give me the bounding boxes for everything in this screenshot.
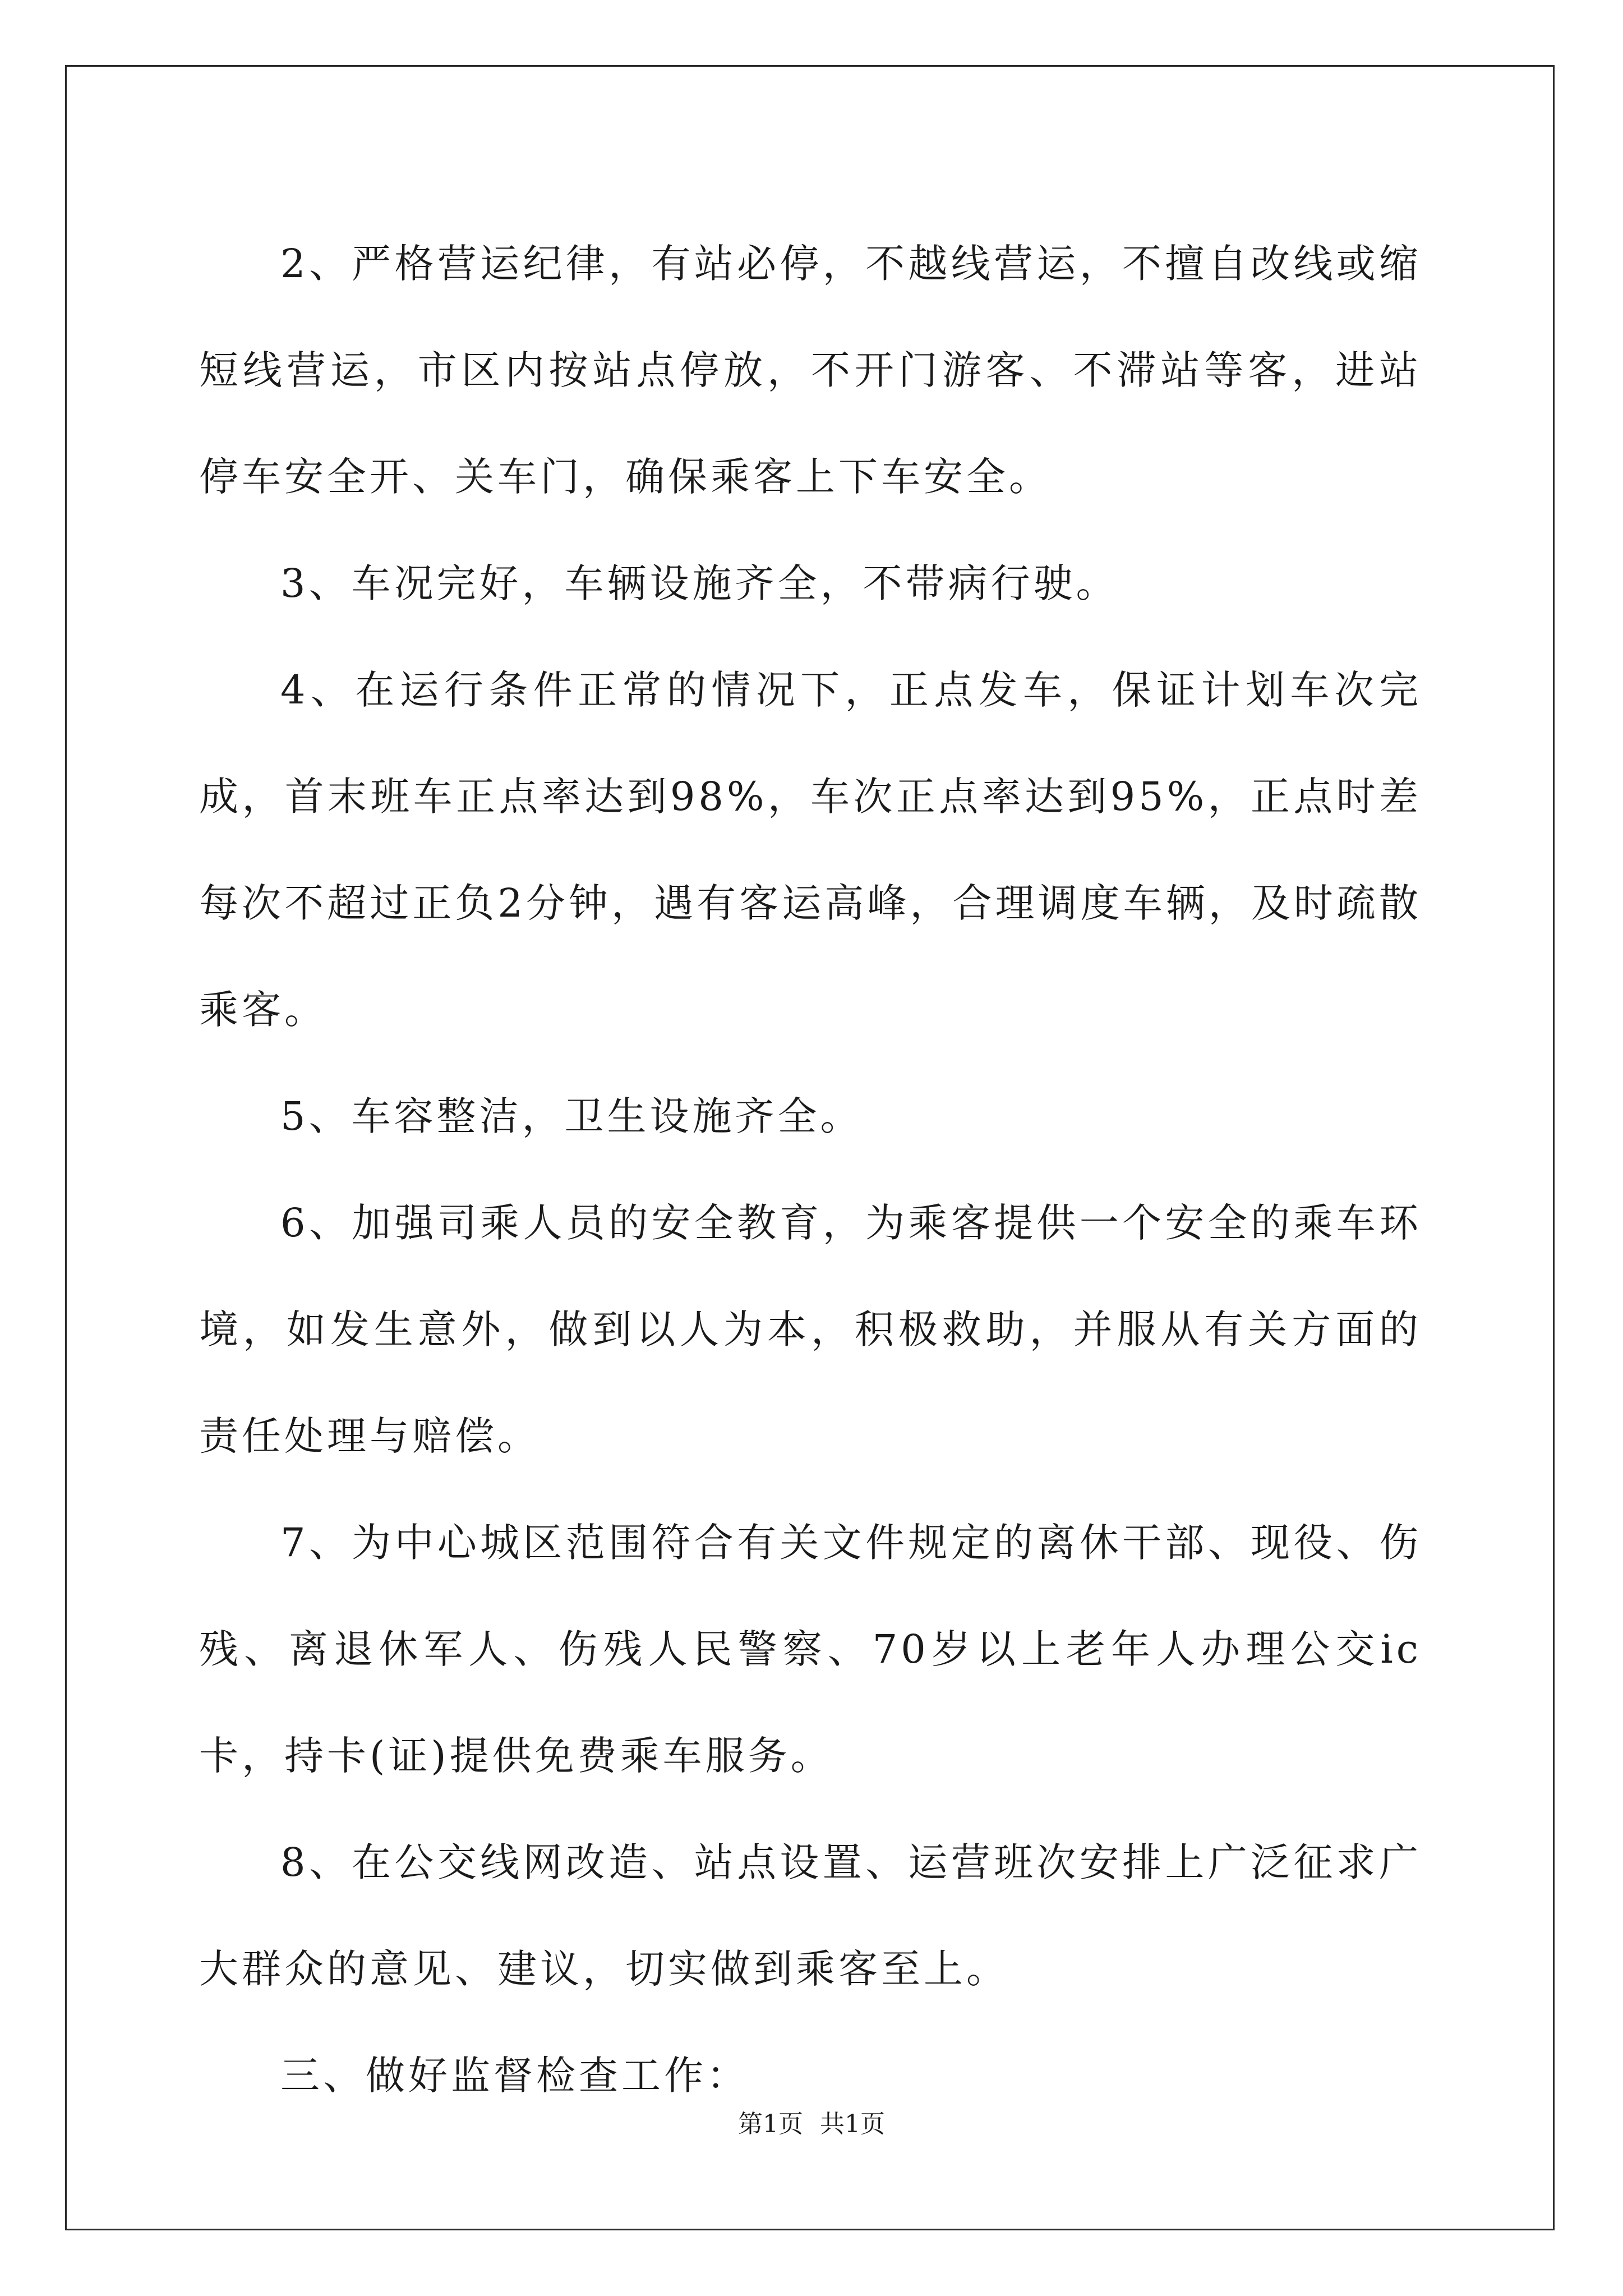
document-body — [199, 210, 1422, 2129]
page-footer — [0, 2108, 1623, 2141]
paragraph-6: 6、加强司乘人员的安全教育，为乘客提供一个安全的乘车环境，如发生意外，做到以人为本，积极救助，并服从有关方面的责任处理与赔偿。 — [199, 1200, 1422, 1459]
paragraph-2: 2、严格营运纪律，有站必停，不越线营运，不擅自改线或缩短线营运，市区内按站点停放，不开门游客、不滞站等客，进站停车安全开、关车门，确保乘客上下车安全。 — [199, 241, 1422, 500]
section-heading-3: 三、做好监督检查工作： — [280, 2053, 749, 2099]
paragraph-4: 4、在运行条件正常的情况下，正点发车，保证计划车次完成，首末班车正点率达到98%，车次正点率达到95%，正点时差每次不超过正负2分钟，遇有客运高峰，合理调度车辆，及时疏散乘客。 — [199, 667, 1422, 1033]
page-total: 共1页 — [820, 2110, 885, 2138]
page-number: 第1页 — [738, 2110, 803, 2138]
paragraph-5: 5、车容整洁，卫生设施齐全。 — [280, 1093, 863, 1139]
paragraph-8: 8、在公交线网改造、站点设置、运营班次安排上广泛征求广大群众的意见、建议，切实做到乘客至上。 — [199, 1839, 1422, 1992]
paragraph-3: 3、车况完好，车辆设施齐全，不带病行驶。 — [280, 560, 1119, 606]
paragraph-7: 7、为中心城区范围符合有关文件规定的离休干部、现役、伤残、离退休军人、伤残人民警察、70岁以上老年人办理公交ic卡，持卡(证)提供免费乘车服务。 — [199, 1520, 1422, 1779]
